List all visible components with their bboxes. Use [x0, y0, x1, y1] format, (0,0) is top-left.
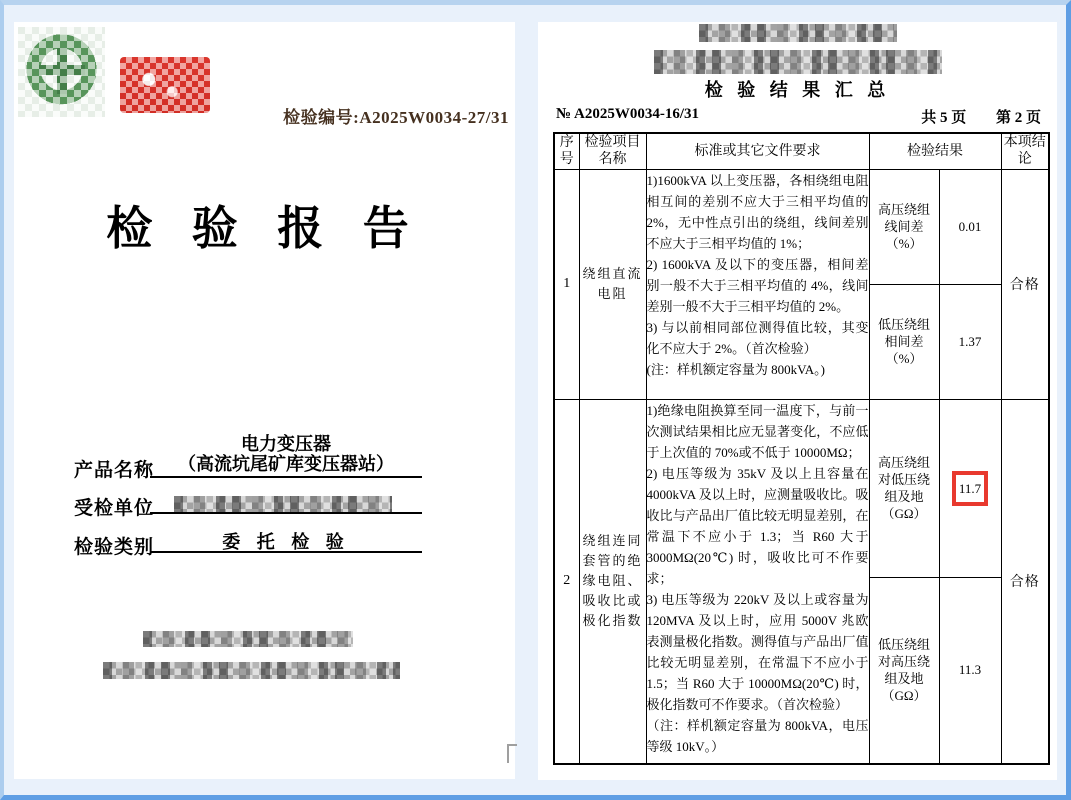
- header-standard: 标准或其它文件要求: [646, 133, 869, 169]
- redacted-inspected-unit: [174, 496, 392, 512]
- corner-bracket-mark: [507, 744, 517, 763]
- field-underline: [150, 512, 422, 514]
- table-row: [554, 399, 1049, 577]
- inspection-category-value: 委 托 检 验: [222, 532, 350, 552]
- header-seq: 序号: [554, 133, 579, 169]
- pagination: [921, 106, 1041, 127]
- document-number: № A2025W0034-16/31: [556, 106, 699, 122]
- cover-title: 检 验 报 告: [106, 203, 423, 254]
- row2-result2-value: 11.3: [939, 577, 1001, 764]
- row2-result2-label: 低压绕组 对高压绕 组及地 （GΩ）: [869, 577, 939, 764]
- header-item: 检验项目名称: [579, 133, 646, 169]
- table-row: [554, 169, 1049, 284]
- highlight-box: [952, 471, 988, 506]
- header-conclusion: 本项结论: [1001, 133, 1049, 169]
- row2-seq: 2: [554, 399, 579, 764]
- field-underline: [150, 551, 422, 553]
- redacted-issuer-address: [103, 662, 400, 679]
- total-pages: 共 5 页: [921, 110, 967, 126]
- row1-result2-value: 1.37: [939, 284, 1001, 399]
- inspection-category-label: 检验类别: [74, 537, 155, 558]
- standard-paragraph: 1)绝缘电阻换算至同一温度下，与前一次测试结果相比应无显著变化，不应低于上次值的 70%或不低于 10000MΩ；: [646, 402, 869, 460]
- field-underline: [150, 476, 422, 478]
- header-result: 检验结果: [869, 133, 1001, 169]
- row1-result2-label: 低压绕组 相间差 （%）: [869, 284, 939, 399]
- row1-result1-value: 0.01: [939, 169, 1001, 284]
- row1-item-name: 绕组直流电阻: [579, 169, 646, 399]
- standard-paragraph: （注：样机额定容量为 800kVA，电压等级 10kV。）: [646, 717, 869, 754]
- highlighted-value: 11.7: [958, 480, 982, 496]
- current-page: 第 2 页: [995, 110, 1041, 126]
- agency-logo-icon: [120, 57, 210, 113]
- redacted-issuer-name: [143, 631, 353, 647]
- row2-result1-label: 高压绕组 对低压绕 组及地 （GΩ）: [869, 399, 939, 577]
- row1-result1-label: 高压绕组 线间差 （%）: [869, 169, 939, 284]
- redacted-header-line1: [699, 24, 897, 42]
- product-name-label: 产品名称: [74, 460, 155, 481]
- results-summary-page: [538, 22, 1057, 780]
- product-name-line2: （高流坑尾矿库变压器站）: [178, 454, 394, 474]
- summary-title: 检 验 结 果 汇 总: [704, 80, 891, 100]
- certification-emblem-icon: [18, 27, 105, 117]
- row2-conclusion: 合格: [1001, 399, 1049, 764]
- row1-standard-text: [646, 169, 869, 399]
- standard-paragraph: 2) 电压等级为 35kV 及以上且容量在4000kVA 及以上时，应测量吸收比。吸收比与产品出厂值比较无明显差别，在常温下不应小于 1.3；当 R60 大于3000MΩ(20℃) 时，吸收比可不作要求；: [646, 465, 869, 586]
- inspected-unit-label: 受检单位: [74, 498, 155, 519]
- standard-paragraph: (注：样机额定容量为 800kVA。): [646, 361, 826, 377]
- row2-result1-value: [939, 399, 1001, 577]
- standard-paragraph: 3) 与以前相同部位测得值比较，其变化不应大于 2%。（首次检验）: [646, 319, 869, 356]
- standard-paragraph: 2) 1600kVA 及以下的变压器，相间差别一般不大于三相平均值的 4%，线间差别一般不大于三相平均值的 2%。: [646, 256, 869, 314]
- standard-paragraph: 3) 电压等级为 220kV 及以上或容量为120MVA 及以上时，应用 5000V 兆欧表测量极化指数。测得值与产品出厂值比较无明显差别，在常温下不应小于 1.5；当 R60 大于 10000MΩ(20℃) 时，极化指数可不作要求。（首次检验）: [646, 591, 869, 712]
- product-name-line1: 电力变压器: [241, 434, 331, 454]
- row1-conclusion: 合格: [1001, 169, 1049, 399]
- redacted-header-line2: [654, 50, 942, 74]
- standard-paragraph: 1)1600kVA 以上变压器，各相绕组电阻相互间的差别不应大于三相平均值的2%，无中性点引出的绕组，线间差别不应大于三相平均值的 1%；: [646, 172, 869, 251]
- report-cover-page: [14, 22, 515, 779]
- table-header-row: [554, 133, 1049, 169]
- document-number-line: [556, 106, 1041, 126]
- results-table: [553, 132, 1050, 765]
- row1-seq: 1: [554, 169, 579, 399]
- row2-item-name: 绕组连同套管的绝缘电阻、吸收比或极化指数: [579, 399, 646, 764]
- report-number: 检验编号:A2025W0034-27/31: [283, 108, 509, 127]
- row2-standard-text: [646, 399, 869, 764]
